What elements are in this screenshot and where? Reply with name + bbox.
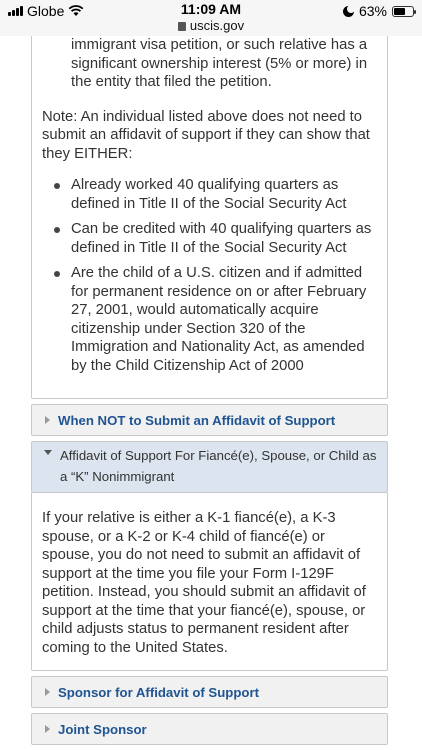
address-bar[interactable] <box>0 18 422 33</box>
status-bar <box>0 0 422 36</box>
battery-percent: 63% <box>358 3 387 19</box>
k-body-paragraph: If your relative is either a K-1 fiancé(e), a K-3 spouse, or a K-2 or K-4 child of fiancé(e) or spouse, you do not need to submit an affidavit of support at the time you file your Form I-129F petition. Instead, you should submit an affidavit of support at the time that your fiancé(e), spouse, or child adjusts status to permanent resident after coming to the United States. <box>42 510 366 656</box>
accordion-label: When NOT to Submit an Affidavit of Support <box>58 412 336 428</box>
accordion-panel-previous <box>31 36 388 399</box>
battery-fill <box>394 8 405 15</box>
caret-down-icon <box>44 450 52 455</box>
continued-paragraph: immigrant visa petition, or such relative has a significant ownership interest (5% or more) in the entity that filed the petition. <box>71 37 368 90</box>
requirements-list <box>42 176 375 375</box>
do-not-disturb-icon <box>343 6 354 17</box>
accordion-sponsor[interactable] <box>31 676 388 708</box>
accordion-panel-k <box>31 493 388 671</box>
status-right <box>343 3 414 19</box>
list-item: Are the child of a U.S. citizen and if admitted for permanent residence on or after February 27, 2001, would automatically acquire citizenship under Section 320 of the Immigration and Nationality Act, as amended by the Child Citizenship Act of 2000 <box>42 264 375 375</box>
accordion-label: Affidavit of Support For Fiancé(e), Spouse, or Child as a “K” Nonimmigrant <box>60 448 377 484</box>
caret-right-icon <box>45 416 50 424</box>
caret-right-icon <box>45 688 50 696</box>
accordion-label: Joint Sponsor <box>58 721 147 737</box>
lock-icon <box>178 22 186 31</box>
accordion-label: Sponsor for Affidavit of Support <box>58 684 259 700</box>
list-item: Can be credited with 40 qualifying quarters as defined in Title II of the Social Security Act <box>42 220 375 257</box>
clock: 11:09 AM <box>180 1 242 17</box>
battery-icon <box>392 6 414 17</box>
carrier-name: Globe <box>27 3 65 19</box>
list-item: Already worked 40 qualifying quarters as defined in Title II of the Social Security Act <box>42 176 375 213</box>
note-paragraph: Note: An individual listed above does not need to submit an affidavit of support if they can show that they EITHER: <box>42 108 370 162</box>
url-text: uscis.gov <box>189 18 245 33</box>
accordion-k-nonimmigrant[interactable] <box>31 441 388 493</box>
accordion-when-not-to-submit[interactable] <box>31 404 388 436</box>
caret-right-icon <box>45 725 50 733</box>
page-content <box>0 36 422 750</box>
accordion-joint-sponsor[interactable] <box>31 713 388 745</box>
